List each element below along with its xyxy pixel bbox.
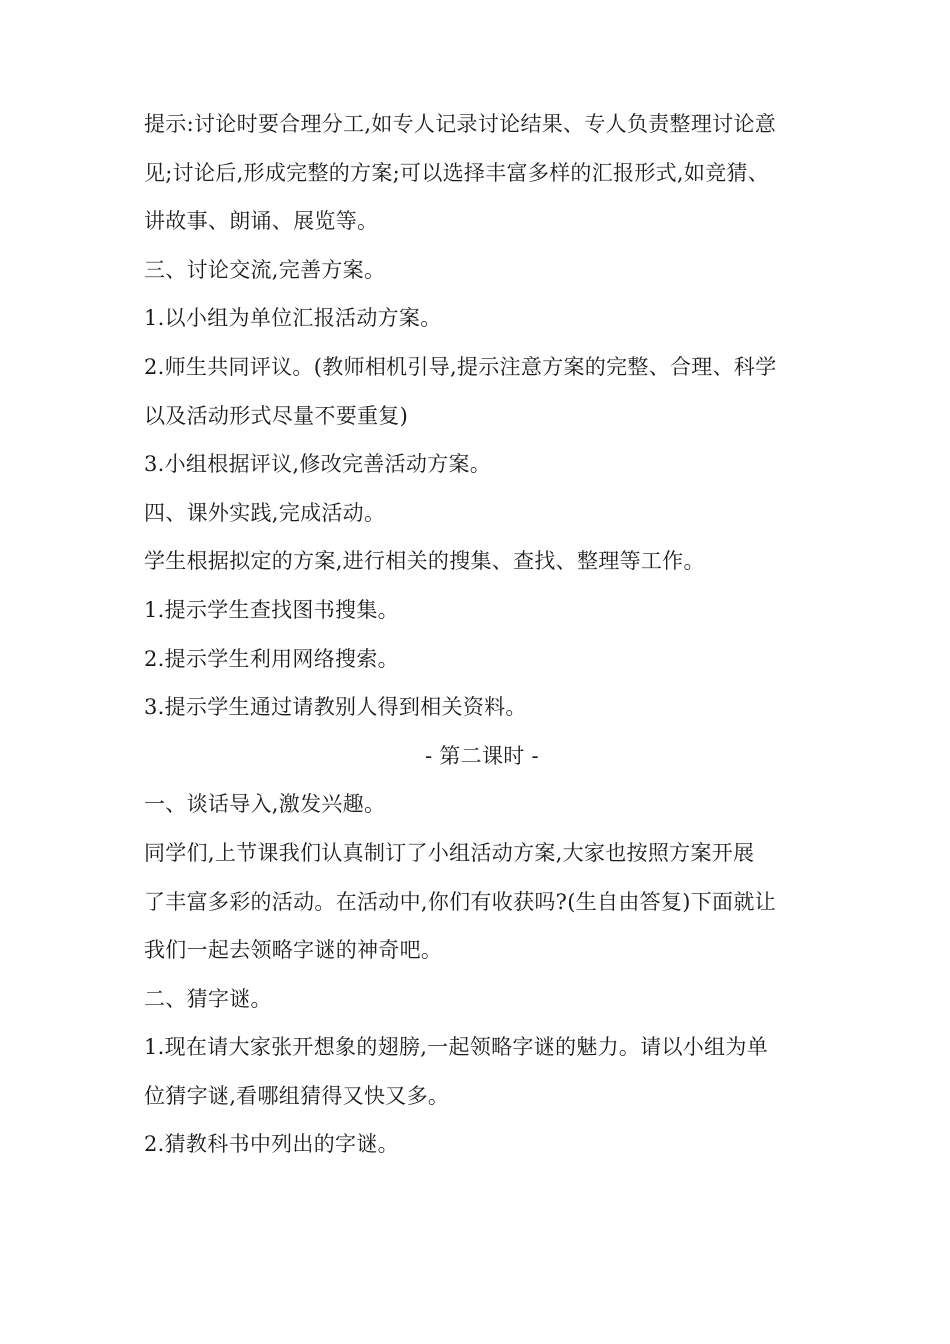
paragraph-line: 以及活动形式尽量不要重复) xyxy=(144,403,409,428)
paragraph-line: 位猜字谜,看哪组猜得又快又多。 xyxy=(144,1083,450,1108)
list-item: 3.提示学生通过请教别人得到相关资料。 xyxy=(144,695,527,720)
list-item: 2.提示学生利用网络搜索。 xyxy=(144,646,399,671)
document-page xyxy=(144,100,820,1169)
paragraph-line: 了丰富多彩的活动。在活动中,你们有收获吗?(生自由答复)下面就让 xyxy=(144,889,776,914)
list-item: 3.小组根据评议,修改完善活动方案。 xyxy=(144,452,492,477)
list-item: 1.以小组为单位汇报活动方案。 xyxy=(144,306,442,331)
section-heading: 二、猜字谜。 xyxy=(144,986,272,1011)
paragraph-line: 我们一起去领略字谜的神奇吧。 xyxy=(144,938,443,963)
section-heading: 三、讨论交流,完善方案。 xyxy=(144,257,386,282)
list-item: 2.师生共同评议。(教师相机引导,提示注意方案的完整、合理、科学 xyxy=(144,354,777,379)
section-heading: 四、课外实践,完成活动。 xyxy=(144,500,386,525)
lesson-title: - 第二课时 - xyxy=(425,743,539,768)
list-item: 1.现在请大家张开想象的翅膀,一起领略字谜的魅力。请以小组为单 xyxy=(144,1035,769,1060)
section-heading: 一、谈话导入,激发兴趣。 xyxy=(144,792,386,817)
list-item: 2.猜教科书中列出的字谜。 xyxy=(144,1132,399,1157)
paragraph-line: 学生根据拟定的方案,进行相关的搜集、查找、整理等工作。 xyxy=(144,549,705,574)
paragraph-line: 提示:讨论时要合理分工,如专人记录讨论结果、专人负责整理讨论意 xyxy=(144,112,777,136)
paragraph-line: 同学们,上节课我们认真制订了小组活动方案,大家也按照方案开展 xyxy=(144,840,755,865)
list-item: 1.提示学生查找图书搜集。 xyxy=(144,597,399,622)
paragraph-line: 讲故事、朗诵、展览等。 xyxy=(144,209,379,234)
paragraph-line: 见;讨论后,形成完整的方案;可以选择丰富多样的汇报形式,如竞猜、 xyxy=(144,160,770,185)
